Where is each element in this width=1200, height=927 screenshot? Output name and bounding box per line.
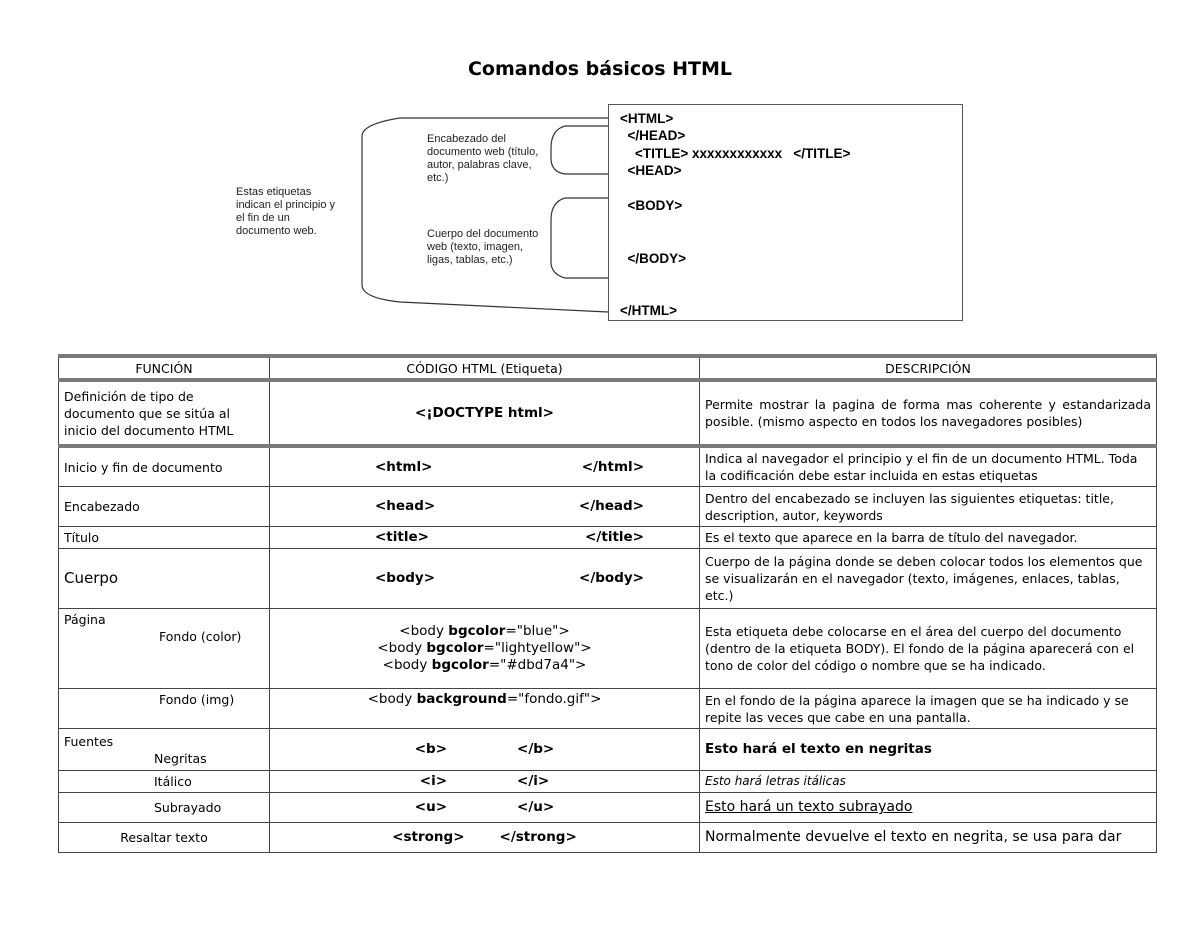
header-funcion: FUNCIÓN	[59, 356, 270, 380]
func-cell: Itálico	[59, 771, 270, 793]
func-cell: Subrayado	[59, 793, 270, 823]
header-descripcion: DESCRIPCIÓN	[700, 356, 1157, 380]
code-cell: <u> </u>	[270, 793, 700, 823]
code-line: <TITLE> xxxxxxxxxxxx </TITLE>	[620, 146, 851, 161]
code-cell: <html> </html>	[270, 446, 700, 487]
table-row	[59, 793, 1157, 823]
table-row	[59, 549, 1157, 609]
table-row	[59, 823, 1157, 853]
code-cell: <¡DOCTYPE html>	[270, 380, 700, 446]
func-cell: Encabezado	[59, 487, 270, 527]
table-row	[59, 771, 1157, 793]
desc-cell: En el fondo de la página aparece la imagen que se ha indicado y se repite las veces que cabe en una pantalla.	[700, 689, 1157, 729]
code-cell: <b> </b>	[270, 729, 700, 771]
left-note: Estas etiquetas indican el principio y el fin de un documento web.	[236, 186, 336, 237]
code-line: </BODY>	[620, 251, 687, 266]
func-cell: Cuerpo	[59, 549, 270, 609]
desc-cell: Esta etiqueta debe colocarse en el área del cuerpo del documento (dentro de la etiqueta BODY). El fondo de la página aparecerá con el tono de color del código o nombre que se ha indicado.	[700, 609, 1157, 689]
code-line: <HEAD>	[620, 163, 682, 178]
table-row	[59, 527, 1157, 549]
group-label: Página	[64, 612, 106, 627]
head-note: Encabezado del documento web (título, autor, palabras clave, etc.)	[427, 133, 539, 184]
code-line: <body bgcolor="lightyellow">	[377, 640, 592, 656]
group-label: Fuentes	[64, 733, 114, 749]
head-bracket	[551, 126, 608, 174]
code-cell: <body background="fondo.gif">	[270, 689, 700, 729]
desc-cell: Permite mostrar la pagina de forma mas coherente y estandarizada posible. (mismo aspecto en todos los navegadores posibles)	[700, 380, 1157, 446]
page-title: Comandos básicos HTML	[467, 58, 733, 80]
header-codigo: CÓDIGO HTML (Etiqueta)	[270, 356, 700, 380]
code-cell: <body> </body>	[270, 549, 700, 609]
desc-cell: Dentro del encabezado se incluyen las siguientes etiquetas: title, description, autor, keywords	[700, 487, 1157, 527]
code-cell: <title> </title>	[270, 527, 700, 549]
desc-cell: Indica al navegador el principio y el fin de un documento HTML. Toda la codificación debe estar incluida en estas etiquetas	[700, 446, 1157, 487]
sub-func-label: Fondo (color)	[159, 629, 242, 644]
table-row	[59, 609, 1157, 689]
func-cell: Inicio y fin de documento	[59, 446, 270, 487]
desc-cell: Normalmente devuelve el texto en negrita, se usa para dar	[700, 823, 1157, 853]
code-line: </HEAD>	[620, 128, 686, 143]
func-cell: Resaltar texto	[59, 823, 270, 853]
sub-func-label: Negritas	[154, 750, 207, 766]
code-line: <BODY>	[620, 198, 683, 213]
code-cell	[270, 609, 700, 689]
desc-cell: Esto hará un texto subrayado	[700, 793, 1157, 823]
func-cell: Título	[59, 527, 270, 549]
code-cell: <strong> </strong>	[270, 823, 700, 853]
func-cell	[59, 609, 270, 689]
table-row	[59, 487, 1157, 527]
body-bracket	[551, 198, 608, 278]
desc-cell: Esto hará el texto en negritas	[700, 729, 1157, 771]
code-line: <body bgcolor="blue">	[399, 623, 570, 639]
code-line: <HTML>	[620, 111, 674, 126]
code-line: <body bgcolor="#dbd7a4">	[382, 657, 587, 673]
desc-cell: Es el texto que aparece en la barra de título del navegador.	[700, 527, 1157, 549]
code-cell: <head> </head>	[270, 487, 700, 527]
code-line: </HTML>	[620, 303, 678, 318]
table-header-row	[59, 356, 1157, 380]
desc-cell: Esto hará letras itálicas	[700, 771, 1157, 793]
table-row	[59, 446, 1157, 487]
table-row	[59, 380, 1157, 446]
func-cell	[59, 729, 270, 771]
body-note: Cuerpo del documento web (texto, imagen, ligas, tablas, etc.)	[427, 228, 539, 266]
html-commands-table	[58, 354, 1157, 853]
func-cell: Fondo (img)	[59, 689, 270, 729]
table-row	[59, 729, 1157, 771]
table-row	[59, 689, 1157, 729]
code-cell: <i> </i>	[270, 771, 700, 793]
func-cell: Definición de tipo de documento que se sitúa al inicio del documento HTML	[59, 380, 270, 446]
desc-cell: Cuerpo de la página donde se deben colocar todos los elementos que se visualizarán en el navegador (texto, imágenes, enlaces, tablas, etc.)	[700, 549, 1157, 609]
